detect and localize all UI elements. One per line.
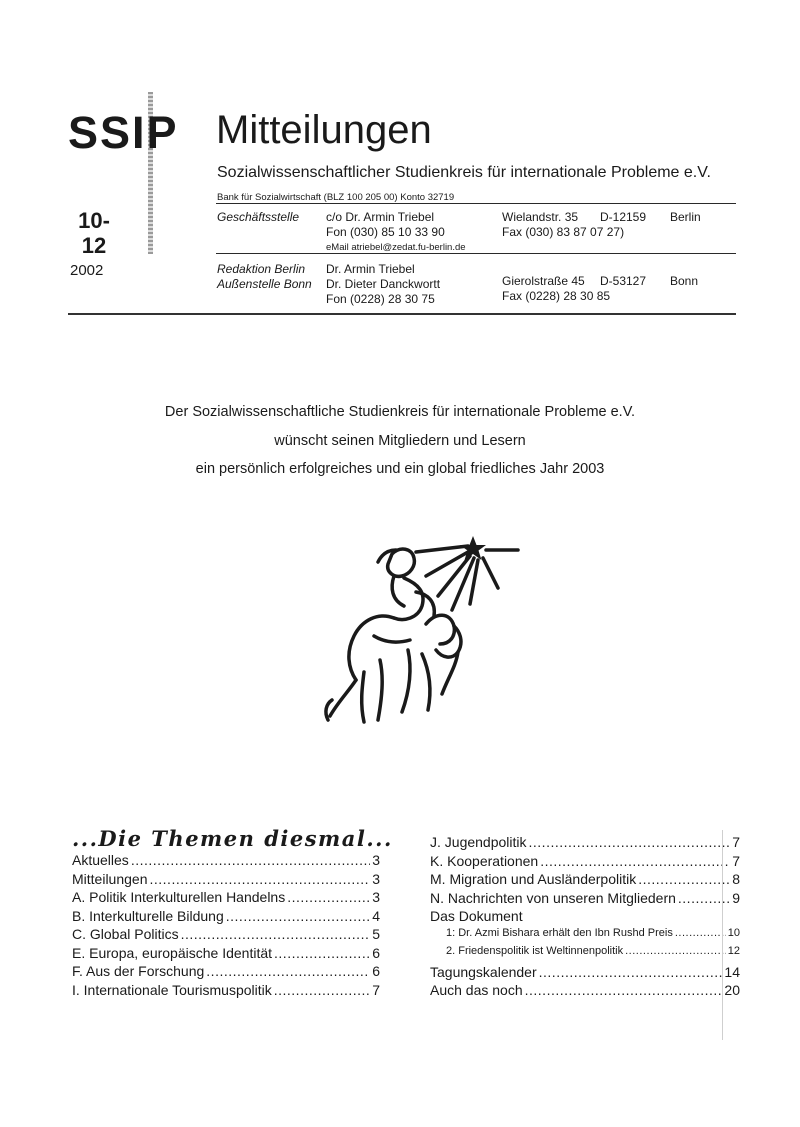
toc-leader-dots: [274, 945, 370, 961]
toc-entry-page: 9: [732, 889, 740, 906]
toc-entry-page: 12: [727, 945, 740, 957]
toc-entry-label: J. Jugendpolitik: [430, 834, 527, 850]
toc-entry: [72, 926, 380, 945]
toc-entry-page: 3: [372, 852, 380, 868]
office-zip: D-12159: [600, 210, 647, 224]
issue-year: 2002: [70, 262, 104, 279]
toc-entry: [72, 945, 380, 964]
toc-entry-page: 8: [732, 871, 740, 887]
toc-entry-page: 5: [372, 926, 380, 942]
toc-entry: [430, 927, 740, 946]
toc-leader-dots: [625, 945, 726, 957]
toc-entry-label: 1: Dr. Azmi Bishara erhält den Ibn Rushd Preis: [446, 926, 673, 939]
toc-entry: [430, 908, 740, 927]
toc-entry-label: K. Kooperationen: [430, 852, 539, 869]
editorial-contact: [326, 262, 440, 307]
toc-left-column: [72, 852, 380, 1000]
toc-entry: [430, 964, 740, 983]
toc-entry-label: N. Nachrichten von unseren Mitgliedern: [430, 889, 676, 906]
logo: SSIP: [68, 107, 179, 158]
toc-entry: [72, 982, 380, 1001]
office-label: Geschäftsstelle: [217, 210, 300, 224]
toc-entry-page: 20: [724, 982, 740, 998]
issue-number-top: 10-: [78, 208, 110, 233]
toc-entry-label: C. Global Politics: [72, 926, 179, 942]
toc-entry: [430, 871, 740, 890]
toc-heading: ...Die Themen diesmal...: [72, 826, 393, 851]
greeting-line-2: wünscht seinen Mitgliedern und Lesern: [274, 433, 526, 449]
toc-entry-page: 7: [372, 981, 380, 998]
page-title: Mitteilungen: [216, 108, 432, 152]
toc-entry-page: 6: [372, 944, 380, 961]
toc-leader-dots: [206, 963, 370, 979]
toc-entry-page: 7: [732, 852, 740, 869]
toc-entry-page: 6: [372, 963, 380, 979]
toc-entry-label: 2. Friedenspolitik ist Weltinnenpolitik: [446, 945, 624, 957]
toc-leader-dots: [226, 908, 370, 924]
issue-number-bottom: 12: [81, 233, 107, 258]
toc-leader-dots: [529, 834, 731, 850]
toc-entry: [72, 871, 380, 890]
office-email: eMail atriebel@zedat.fu-berlin.de: [326, 242, 466, 253]
office-street: Wielandstr. 35: [502, 210, 579, 224]
editorial-fax: Fax (0228) 28 30 85: [502, 289, 611, 303]
toc-entry-page: 7: [732, 834, 740, 850]
bank-details: Bank für Sozialwirtschaft (BLZ 100 205 00) Konto 32719: [217, 192, 455, 203]
scan-edge-line: [722, 830, 723, 1040]
toc-entry-page: 3: [372, 870, 380, 887]
toc-entry-label: E. Europa, europäische Identität: [72, 944, 273, 961]
toc-leader-dots: [539, 964, 723, 980]
toc-entry-label: Das Dokument: [430, 908, 523, 924]
toc-entry: [430, 834, 740, 853]
editorial-label-bonn: Außenstelle Bonn: [217, 277, 312, 291]
toc-entry-page: 14: [724, 963, 740, 980]
editorial-name-bonn: Dr. Dieter Danckwortt: [326, 277, 441, 291]
toc-entry: [72, 889, 380, 908]
toc-leader-dots: [181, 926, 371, 942]
toc-leader-dots: [274, 982, 370, 998]
editorial-labels: [217, 262, 312, 292]
office-contact: [326, 210, 466, 255]
editorial-city: Bonn: [670, 274, 699, 288]
office-city: Berlin: [670, 210, 701, 224]
toc-entry-label: Auch das noch: [430, 982, 523, 998]
toc-leader-dots: [525, 982, 723, 998]
toc-entry: [72, 963, 380, 982]
toc-right-column: [430, 834, 740, 1001]
toc-entry-page: 3: [372, 889, 380, 905]
editorial-zip: D-53127: [600, 274, 647, 288]
header-rule: [216, 203, 736, 204]
masthead-bottom-rule: [68, 313, 736, 315]
toc-entry: [72, 908, 380, 927]
wise-man-on-camel-with-star-icon: [318, 532, 523, 732]
toc-entry-label: Aktuelles: [72, 852, 129, 868]
office-rule: [216, 253, 736, 254]
toc-entry: [430, 982, 740, 1001]
toc-entry-label: B. Interkulturelle Bildung: [72, 907, 224, 924]
editorial-name-berlin: Dr. Armin Triebel: [326, 262, 415, 276]
toc-entry-label: M. Migration und Ausländerpolitik: [430, 871, 637, 887]
editorial-street: Gierolstraße 45: [502, 274, 585, 288]
office-fax: Fax (030) 83 87 07 27): [502, 225, 625, 239]
toc-entry-page: 4: [372, 907, 380, 924]
toc-entry-label: Mitteilungen: [72, 870, 148, 887]
toc-leader-dots: [131, 852, 370, 868]
issue-number: [68, 208, 120, 258]
toc-entry-page: 10: [727, 926, 740, 939]
toc-leader-dots: [150, 871, 371, 887]
toc-entry: [430, 945, 740, 964]
toc-entry-label: Tagungskalender: [430, 963, 537, 980]
toc-leader-dots: [638, 871, 730, 887]
greeting-line-3: ein persönlich erfolgreiches und ein global friedliches Jahr 2003: [195, 461, 605, 477]
toc-entry-label: A. Politik Interkulturellen Handelns: [72, 889, 286, 905]
office-phone: Fon (030) 85 10 33 90: [326, 225, 445, 239]
greeting-line-1: Der Sozialwissenschaftliche Studienkreis für internationale Probleme e.V.: [164, 404, 636, 420]
toc-leader-dots: [540, 853, 730, 869]
office-name: c/o Dr. Armin Triebel: [326, 210, 435, 224]
toc-entry: [430, 890, 740, 909]
editorial-phone: Fon (0228) 28 30 75: [326, 292, 435, 306]
organization-name: Sozialwissenschaftlicher Studienkreis für internationale Probleme e.V.: [217, 164, 711, 181]
toc-leader-dots: [287, 889, 370, 905]
toc-entry-label: I. Internationale Tourismuspolitik: [72, 981, 272, 998]
toc-leader-dots: [675, 927, 726, 939]
toc-entry: [72, 852, 380, 871]
toc-entry-label: F. Aus der Forschung: [72, 963, 205, 979]
editorial-label-berlin: Redaktion Berlin: [217, 262, 306, 276]
toc-entry: [430, 853, 740, 872]
